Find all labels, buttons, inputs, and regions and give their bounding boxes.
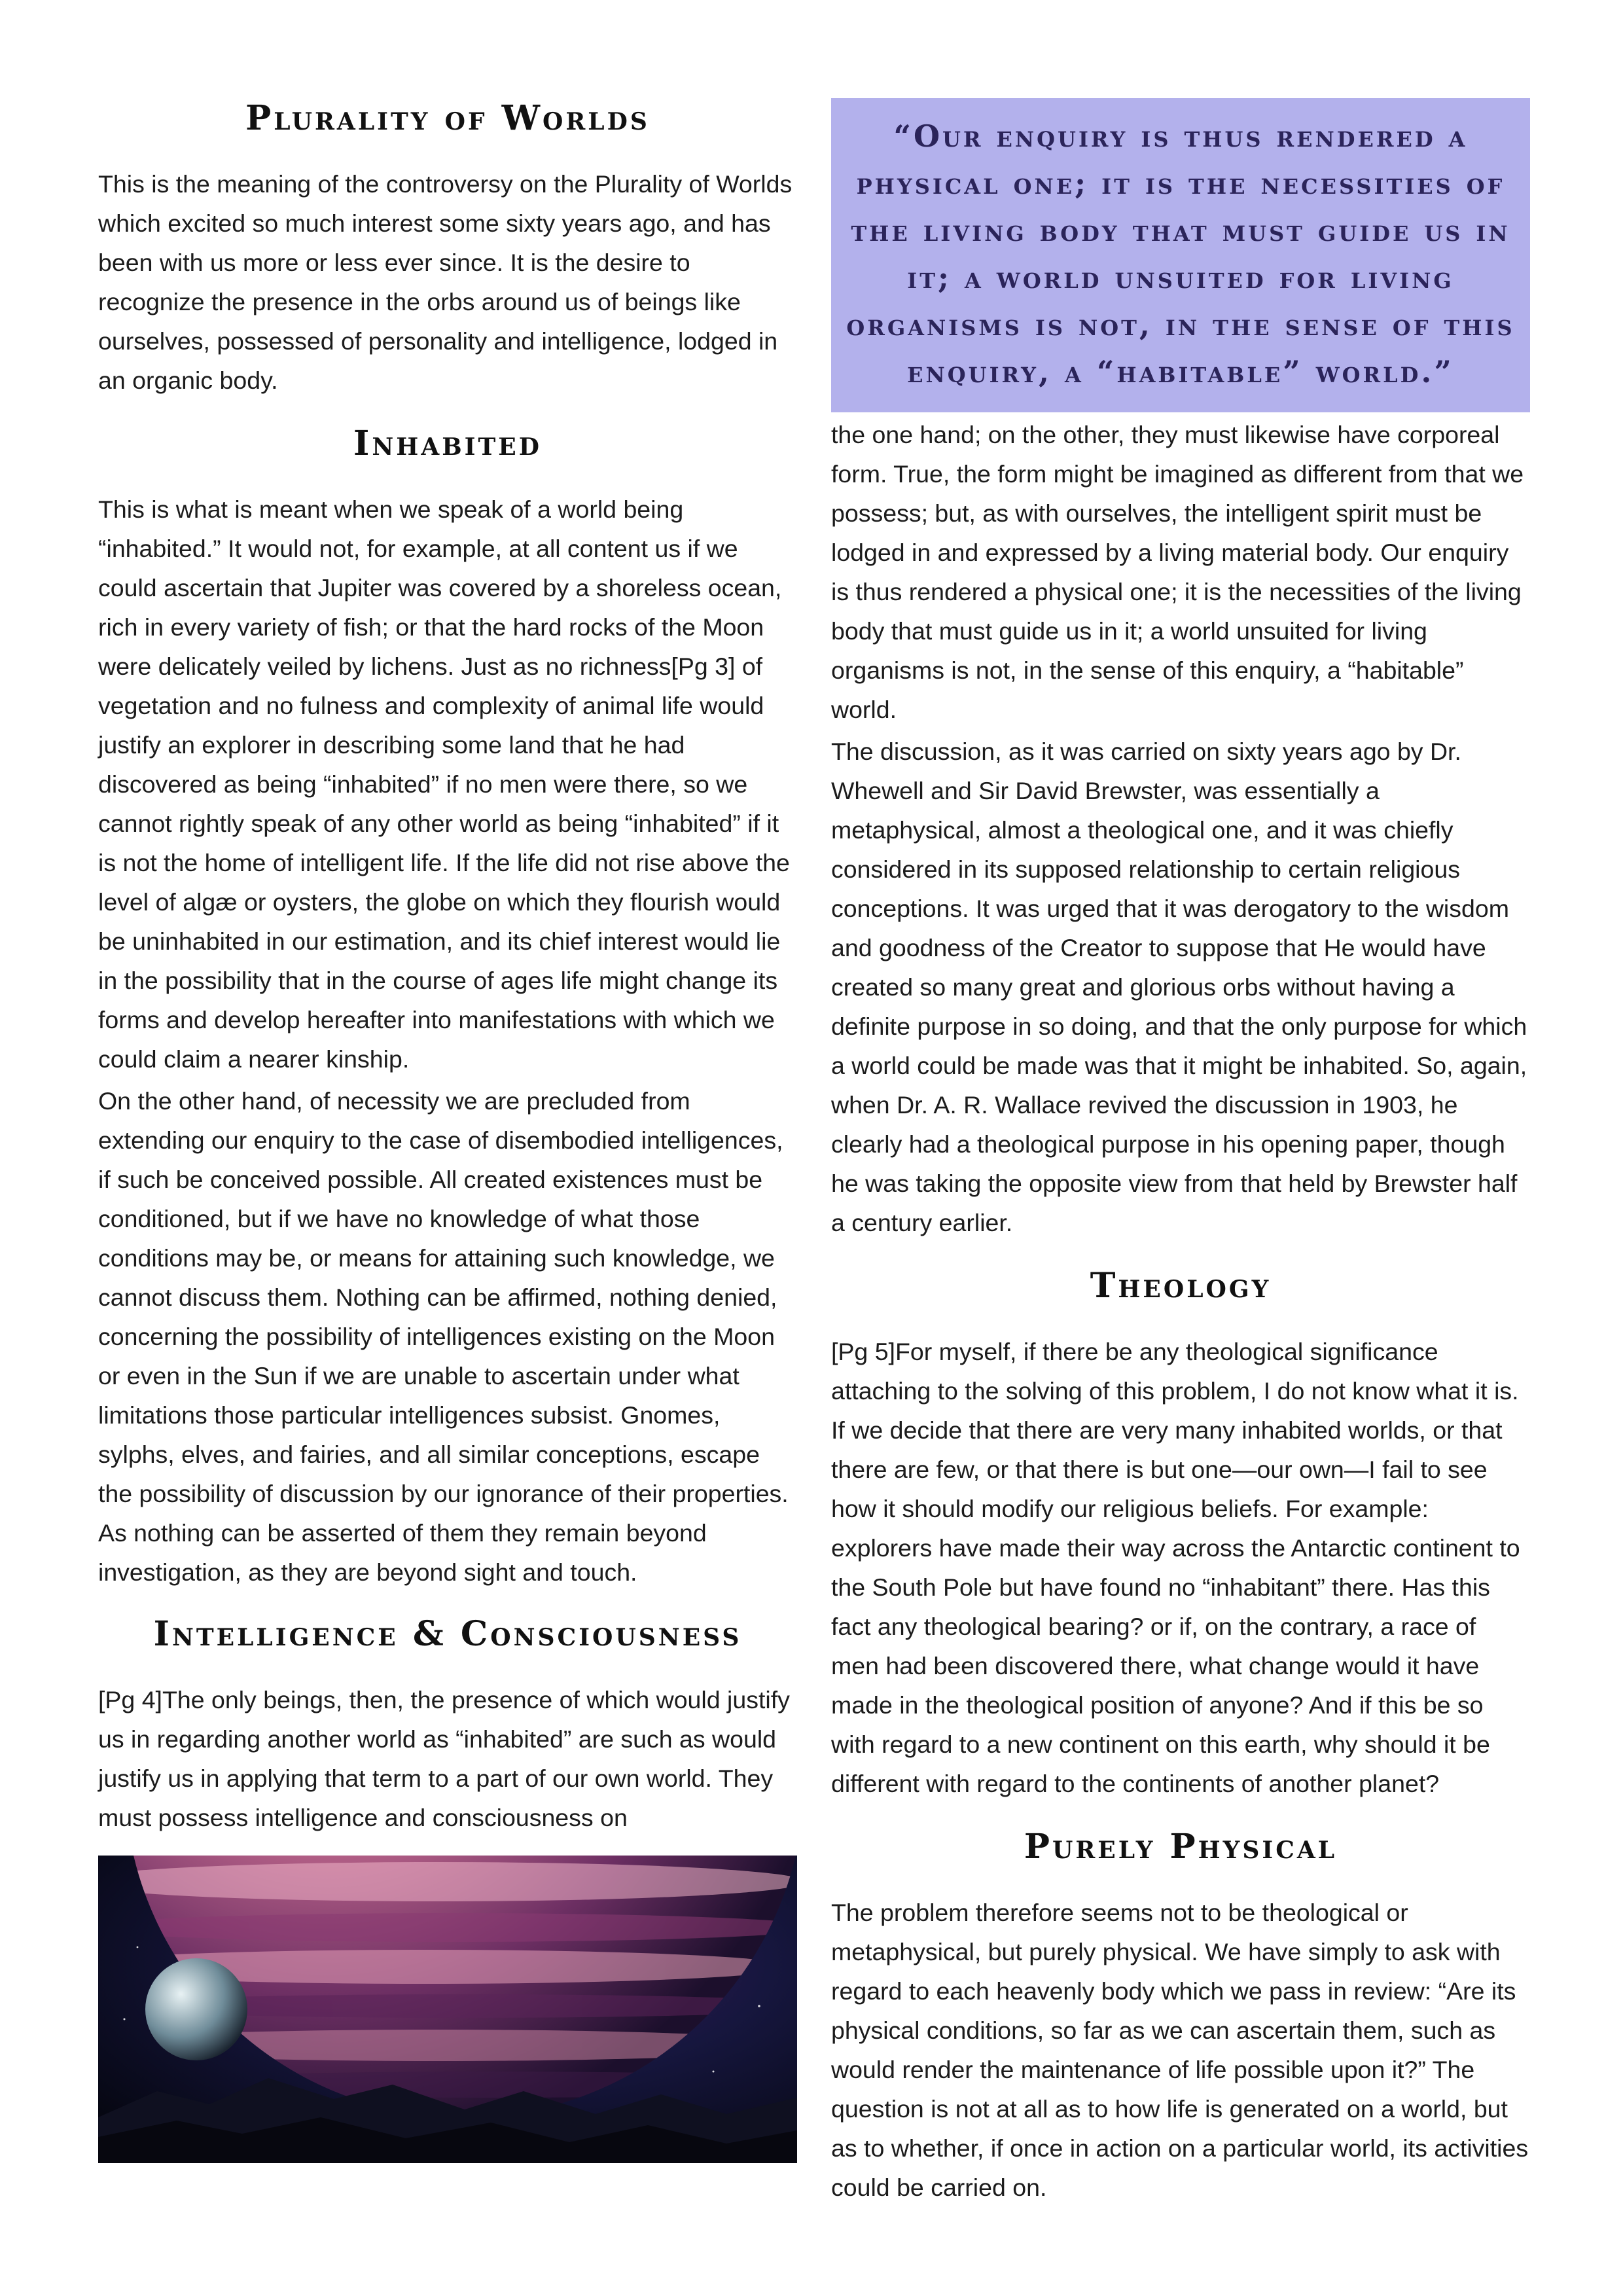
paragraph-theology: [Pg 5]For myself, if there be any theological significance attaching to the solving of this problem, I do not know what it is. If we decide that there are very many inhabited worlds, or that there are few, or that there is but one—our own—I fail to see how it should modify our religious beliefs. For example: explorers have made their way across the Antarctic continent to the South Pole but have found no “inhabitant” there. Has this fact any theological bearing? or if, on the contrary, a race of men had been discovered there, what change would it have made in the theological position of anyone? And if this be so with regard to a new continent on this earth, why should it be different with regard to the continents of another planet? (831, 1338, 1520, 1797)
heading-purely-physical: Purely Physical (1024, 1827, 1338, 1867)
space-planet-illustration (98, 1856, 797, 2163)
heading-inhabited: Inhabited (353, 423, 542, 463)
pull-quote: “Our enquiry is thus rendered a physical one; it is the necessities of the living body that must guide us in it; a world unsuited for living organisms is not, in the sense of this enquiry, a “habitable” world.” (831, 98, 1530, 412)
paragraph-continued: the one hand; on the other, they must likewise have corporeal form. True, the form might be imagined as different from that we possess; but, as with ourselves, the intelligent spirit must be lodged in and expressed by a living material body. Our enquiry is thus rendered a physical one; it is the necessities of the living body that must guide us in it; a world unsuited for living organisms is not, in the sense of this enquiry, a “habitable” world. (831, 421, 1524, 723)
heading-intelligence-consciousness: Intelligence & Consciousness (153, 1614, 742, 1654)
paragraph-purely-physical: The problem therefore seems not to be theological or metaphysical, but purely physical. We have simply to ask with regard to each heavenly body which we pass in review: “Are its physical conditions, so far as we can ascertain them, such as would render the maintenance of life possible upon it?” The question is not at all as to how life is generated on a world, but as to whether, if once in action on a particular world, its activities could be carried on. (831, 1899, 1529, 2201)
paragraph-plurality: This is the meaning of the controversy on the Plurality of Worlds which excited so much interest some sixty years ago, and has been with us more or less ever since. It is the desire to recognize the presence in the orbs around us of beings like ourselves, possessed of personality and intelligence, lodged in an organic body. (98, 170, 793, 394)
paragraph-intelligence: [Pg 4]The only beings, then, the presence of which would justify us in regarding another world as “inhabited” are such as would justify us in applying that term to a part of our own world. They must possess intelligence and consciousness on (98, 1686, 790, 1831)
paragraph-discussion: The discussion, as it was carried on sixty years ago by Dr. Whewell and Sir David Brewster, was essentially a metaphysical, almost a theological one, and it was chiefly considered in its supposed relationship to certain religious conceptions. It was urged that it was derogatory to the wisdom and goodness of the Creator to suppose that He would have created so many great and glorious orbs without having a definite purpose in so doing, and that the only purpose for which a world could be made was that it might be inhabited. So, again, when Dr. A. R. Wallace revived the discussion in 1903, he clearly had a theological purpose in his opening paper, though he was taking the opposite view from that held by Brewster half a century earlier. (831, 738, 1527, 1236)
right-column (831, 98, 1530, 2207)
left-column (98, 98, 797, 2163)
heading-theology: Theology (1090, 1266, 1272, 1306)
paragraph-inhabited-1: This is what is meant when we speak of a world being “inhabited.” It would not, for example, at all content us if we could ascertain that Jupiter was covered by a shoreless ocean, rich in every variety of fish; or that the hard rocks of the Moon were delicately veiled by lichens. Just as no richness[Pg 3] of vegetation and no fulness and complexity of animal life would justify an explorer in describing some land that he had discovered as being “inhabited” if no men were there, so we cannot rightly speak of any other world as being “inhabited” if it is not the home of intelligent life. If the life did not rise above the level of algæ or oysters, the globe on which they flourish would be uninhabited in our estimation, and its chief interest would lie in the possibility that in the course of ages life might change its forms and develop hereafter into manifestations with which we could claim a nearer kinship. (98, 495, 790, 1073)
heading-plurality-of-worlds: Plurality of Worlds (245, 98, 650, 138)
paragraph-inhabited-2: On the other hand, of necessity we are precluded from extending our enquiry to the case of disembodied intelligences, if such be conceived possible. All created existences must be conditioned, but if we have no knowledge of what those conditions may be, or means for attaining such knowledge, we cannot discuss them. Nothing can be affirmed, nothing denied, concerning the possibility of intelligences existing on the Moon or even in the Sun if we are unable to ascertain under what limitations those particular intelligences subsist. Gnomes, sylphs, elves, and fairies, and all similar conceptions, escape the possibility of discussion by our ignorance of their properties. As nothing can be asserted of them they remain beyond investigation, as they are beyond sight and touch. (98, 1087, 789, 1586)
space-scene-svg (98, 1856, 797, 2163)
